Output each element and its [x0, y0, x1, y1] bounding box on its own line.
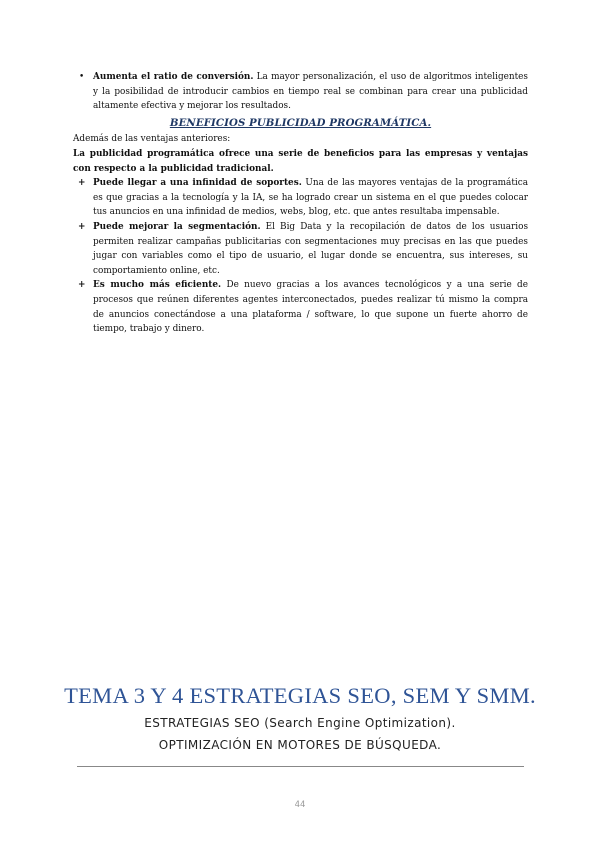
plus-mark: +	[78, 221, 86, 232]
page-number: 44	[294, 800, 306, 810]
divider-line	[77, 766, 524, 767]
bullet-conversion	[73, 70, 528, 114]
benefit-item	[73, 220, 528, 278]
bullet-mark: •	[79, 72, 85, 82]
benefit-text: Una de las mayores ventajas de la programática es que gracias a la tecnología y la IA, se ha logrado crear un sistema en el que puedes colocar tus anuncios en una infinidad de medios, webs, blog, etc. que antes resultaba impensable.	[93, 178, 528, 218]
page-content	[73, 70, 528, 337]
benefit-bold-lead: Puede mejorar la segmentación.	[93, 221, 261, 232]
section-heading: BENEFICIOS PUBLICIDAD PROGRAMÁTICA.	[169, 116, 432, 129]
intro-line: Además de las ventajas anteriores:	[73, 134, 231, 145]
plus-mark: +	[78, 280, 86, 291]
chapter-title: TEMA 3 Y 4 ESTRATEGIAS SEO, SEM Y SMM.	[64, 683, 536, 708]
benefit-bold-lead: Es mucho más eficiente.	[93, 280, 222, 291]
benefit-item	[73, 278, 528, 336]
benefit-bold-lead: Puede llegar a una infinidad de soportes.	[93, 178, 302, 189]
benefit-text: De nuevo gracias a los avances tecnológicos y a una serie de procesos que reúnen diferentes agentes interconectados, puedes realizar tú mismo la compra de anuncios conectándose a una plataforma / software, lo que supone un fuerte ahorro de tiempo, trabajo y dinero.	[93, 280, 528, 335]
chapter-subtitle: ESTRATEGIAS SEO (Search Engine Optimization).	[144, 716, 456, 730]
benefit-text: El Big Data y la recopilación de datos de los usuarios permiten realizar campañas publicitarias con segmentaciones muy precisas en las que puedes jugar con variables como el tipo de usuario, el lugar donde se encuentra, sus intereses, su comportamiento online, etc.	[93, 221, 528, 276]
intro-bold-paragraph: La publicidad programática ofrece una serie de beneficios para las empresas y ventajas con respecto a la publicidad tradicional.	[73, 148, 528, 174]
benefit-item	[73, 176, 528, 220]
chapter-subtitle-2: OPTIMIZACIÓN EN MOTORES DE BÚSQUEDA.	[158, 738, 442, 752]
plus-mark: +	[78, 178, 86, 189]
bullet-text: La mayor personalización, el uso de algoritmos inteligentes y la posibilidad de introducir cambios en tiempo real se combinan para crear una publicidad altamente efectiva y mejorar los resultados.	[93, 72, 528, 112]
bullet-bold-lead: Aumenta el ratio de conversión.	[93, 72, 254, 82]
